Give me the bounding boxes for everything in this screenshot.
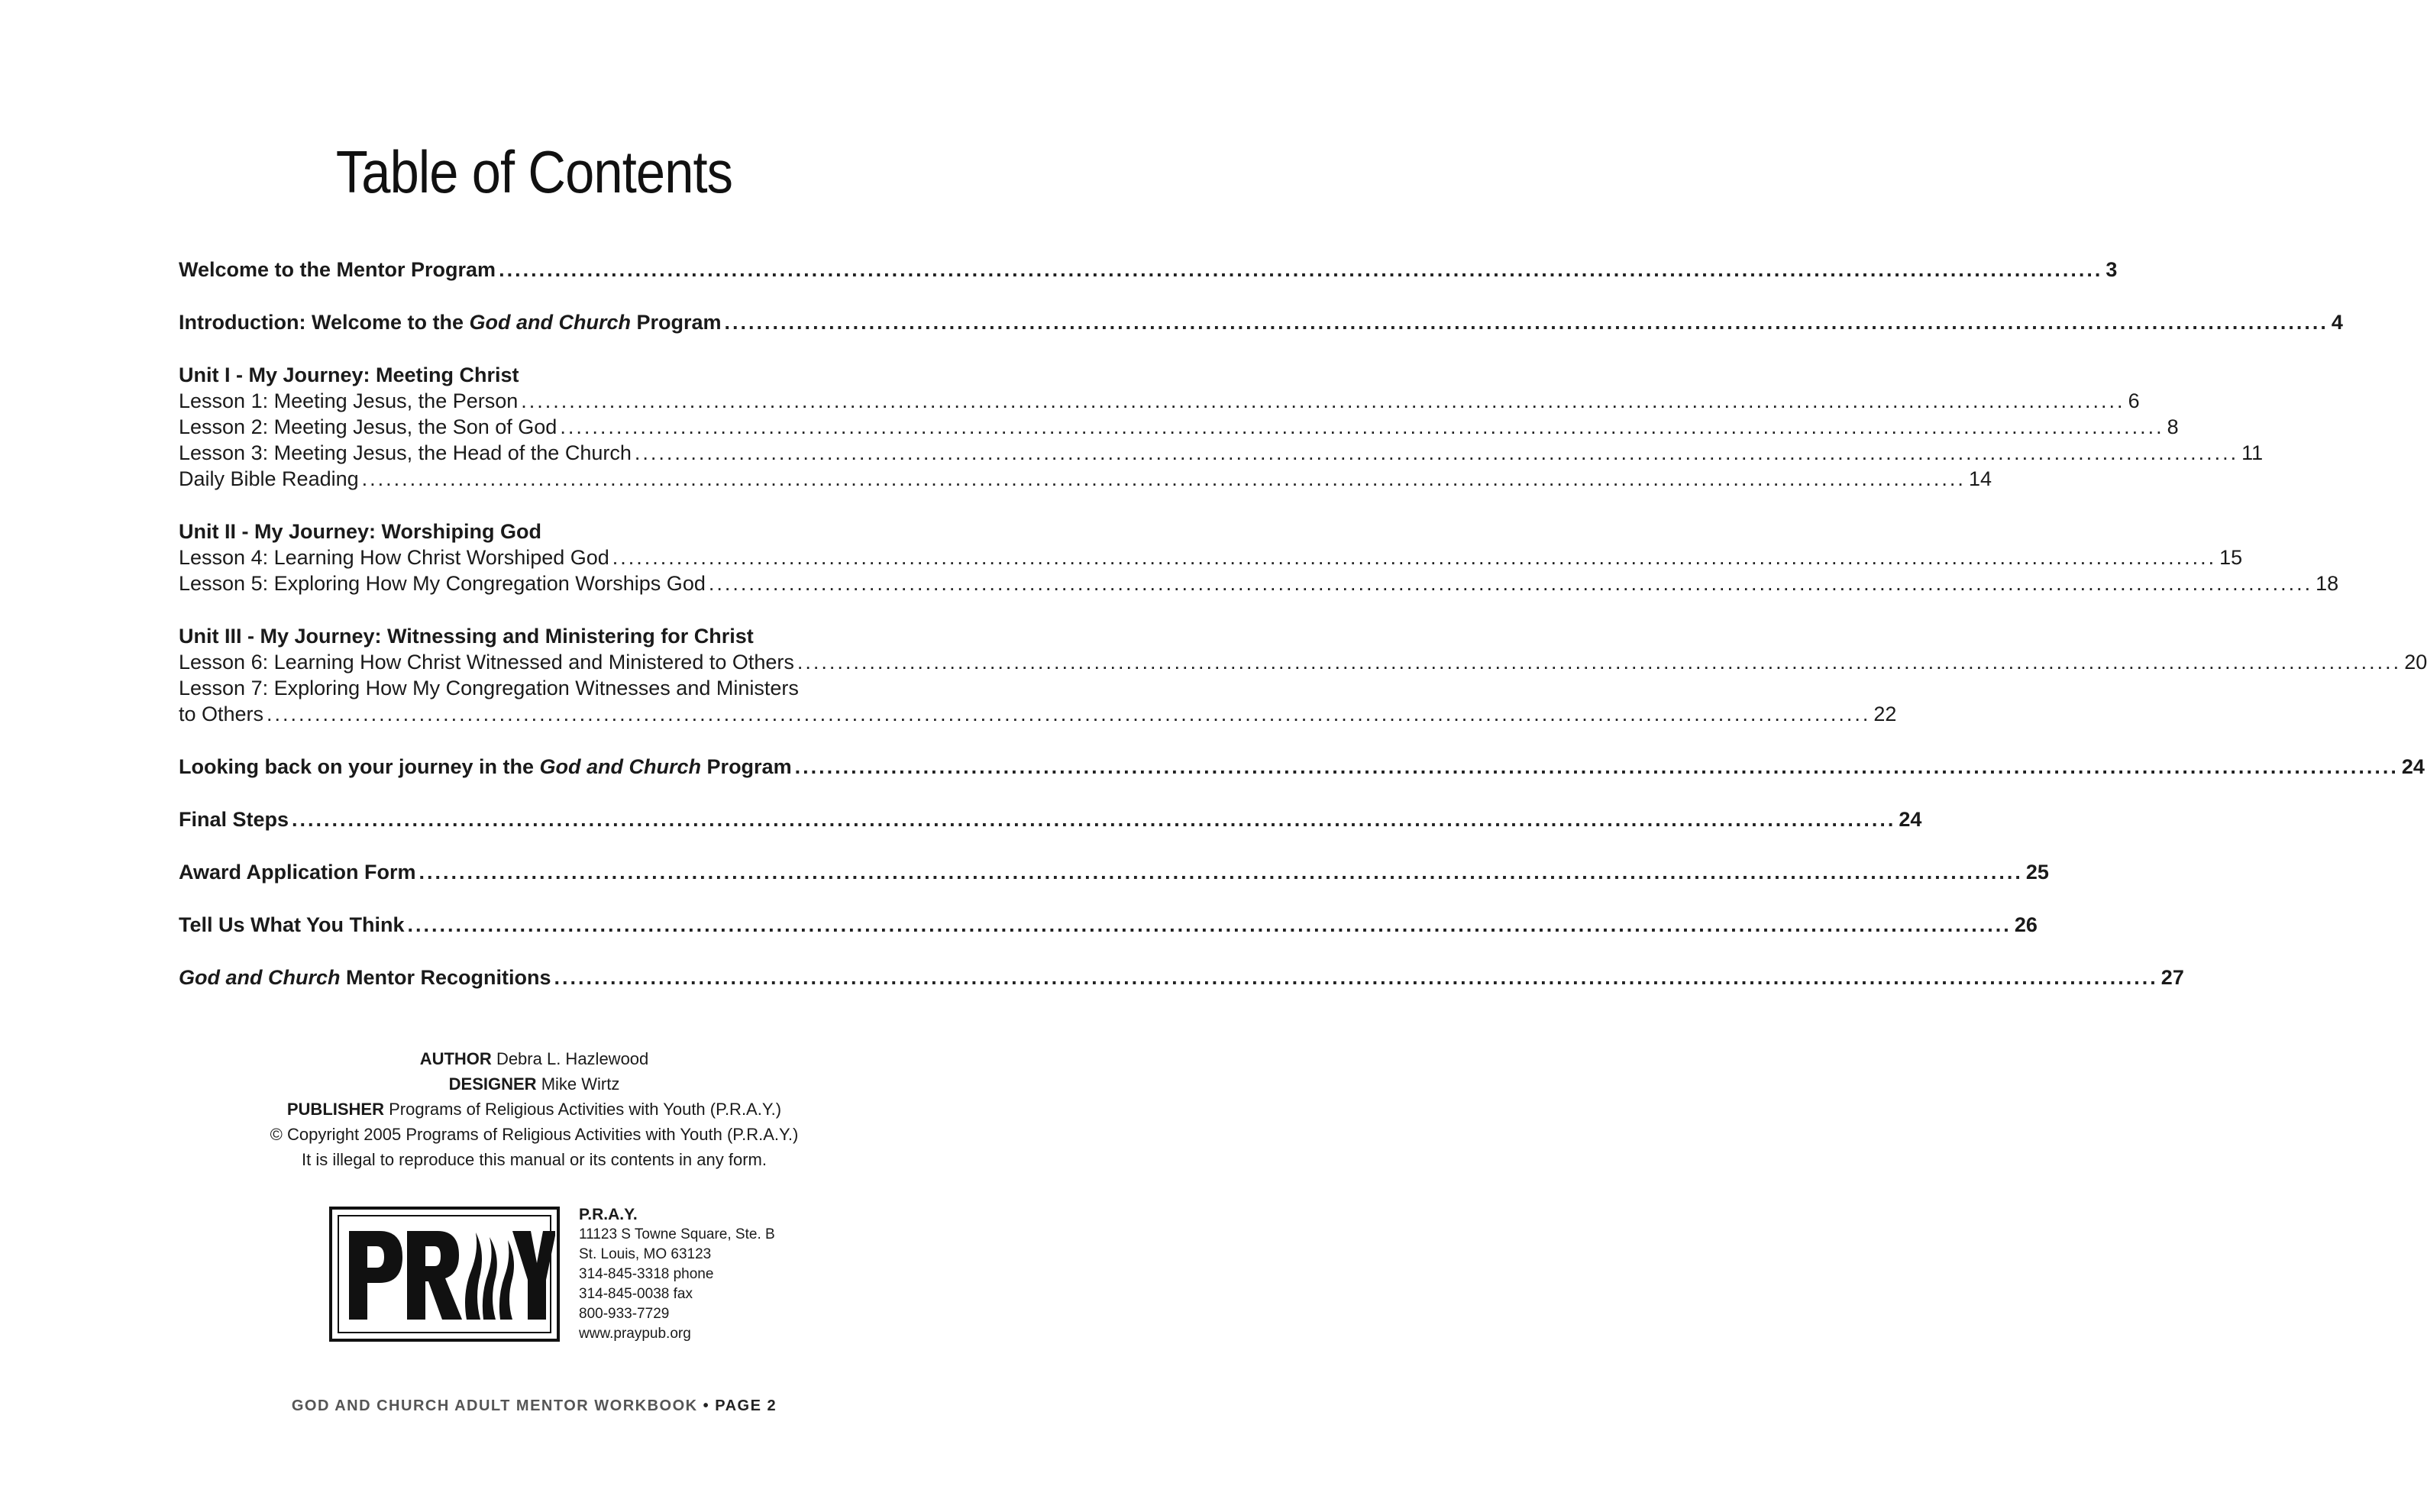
toll-free-number: 800-933-7729 — [579, 1306, 670, 1322]
pray-logo — [329, 1207, 560, 1342]
toc-entry-title: Looking back on your journey in the God and Church Program — [179, 755, 792, 778]
street-address: 11123 S Towne Square, Ste. B — [579, 1226, 775, 1242]
toc-page-number: 3 — [2105, 258, 2118, 281]
legal-notice: It is illegal to reproduce this manual or its contents in any form. — [302, 1150, 767, 1169]
publisher-address — [579, 1205, 775, 1344]
toc-page-number: 6 — [2128, 389, 2140, 412]
toc-entry-recognitions — [179, 964, 2184, 990]
toc-entry — [179, 544, 2243, 570]
unit-heading: Unit I - My Journey: Meeting Christ — [179, 363, 519, 386]
toc-page-number: 24 — [1899, 808, 1922, 831]
pray-logo-mark — [332, 1210, 557, 1339]
dot-leader: ........................................................................................................................................................................................................ — [560, 415, 2164, 438]
designer-line: DESIGNER Mike Wirtz — [448, 1074, 620, 1094]
toc-entry-title: to Others — [179, 703, 264, 725]
page-footer — [0, 1397, 1068, 1415]
dot-leader: ........................................................................................................................................................................................................ — [267, 703, 1871, 725]
unit-heading: Unit II - My Journey: Worshiping God — [179, 520, 541, 543]
toc-page-number: 14 — [1968, 467, 1992, 490]
toc-entry-title: Lesson 5: Exploring How My Congregation Worships God — [179, 572, 706, 595]
copyright-line: © Copyright 2005 Programs of Religious Activities with Youth (P.R.A.Y.) — [270, 1125, 799, 1144]
page-title: Table of Contents — [335, 138, 733, 205]
footer-book-title: GOD AND CHURCH ADULT MENTOR WORKBOOK — [291, 1397, 698, 1414]
dot-leader: ........................................................................................................................................................................................................ — [407, 913, 2012, 936]
toc-entry — [179, 701, 1897, 727]
table-of-contents — [179, 257, 2427, 990]
toc-page-number: 22 — [1873, 703, 1897, 725]
toc-entry-title: Tell Us What You Think — [179, 913, 405, 936]
toc-entry — [179, 388, 2140, 414]
toc-entry-introduction — [179, 309, 2343, 335]
footer-page-number: PAGE 2 — [715, 1397, 777, 1414]
fax-number: 314-845-0038 fax — [579, 1286, 693, 1302]
dot-leader: ........................................................................................................................................................................................................ — [708, 572, 2313, 595]
toc-entry-title: Final Steps — [179, 808, 289, 831]
toc-entry — [179, 649, 2427, 675]
toc-entry-looking-back — [179, 754, 2425, 780]
dot-leader: ........................................................................................................................................................................................................ — [634, 441, 2239, 464]
toc-entry — [179, 440, 2264, 466]
toc-entry-title: Welcome to the Mentor Program — [179, 258, 496, 281]
toc-page-number: 20 — [2404, 651, 2427, 674]
dot-leader: ........................................................................................................................................................................................................ — [724, 311, 2328, 334]
toc-page-number: 27 — [2160, 966, 2184, 989]
toc-entry-award-form — [179, 859, 2049, 885]
toc-page-number: 25 — [2025, 861, 2049, 884]
city-state-zip: St. Louis, MO 63123 — [579, 1246, 712, 1262]
dot-leader: ........................................................................................................................................................................................................ — [797, 651, 2402, 674]
publisher-line: PUBLISHER Programs of Religious Activities with Youth (P.R.A.Y.) — [286, 1100, 782, 1119]
toc-entry-title: God and Church Mentor Recognitions — [179, 966, 551, 989]
dot-leader: ........................................................................................................................................................................................................ — [554, 966, 2158, 989]
dot-leader: ........................................................................................................................................................................................................ — [794, 755, 2399, 778]
toc-entry — [179, 466, 1992, 492]
unit-heading: Unit III - My Journey: Witnessing and Ministering for Christ — [179, 625, 754, 648]
toc-entry-title: Award Application Form — [179, 861, 416, 884]
credits — [0, 1046, 1068, 1172]
toc-entry — [179, 414, 2179, 440]
footer-separator: • — [703, 1397, 710, 1414]
dot-leader: ........................................................................................................................................................................................................ — [292, 808, 1896, 831]
toc-entry-title: Lesson 4: Learning How Christ Worshiped God — [179, 546, 609, 569]
toc-page-number: 24 — [2401, 755, 2425, 778]
toc-entry — [179, 570, 2339, 596]
dot-leader: ........................................................................................................................................................................................................ — [419, 861, 2023, 884]
toc-entry-title: Lesson 2: Meeting Jesus, the Son of God — [179, 415, 557, 438]
toc-entry-title: Lesson 3: Meeting Jesus, the Head of the Church — [179, 441, 632, 464]
dot-leader: ........................................................................................................................................................................................................ — [361, 467, 1966, 490]
toc-entry-title: Lesson 6: Learning How Christ Witnessed and Ministered to Others — [179, 651, 794, 674]
dot-leader: ........................................................................................................................................................................................................ — [612, 546, 2217, 569]
toc-entry-welcome — [179, 257, 2118, 283]
phone-number: 314-845-3318 phone — [579, 1266, 714, 1282]
toc-entry-title: Daily Bible Reading — [179, 467, 359, 490]
toc-page-number: 11 — [2241, 441, 2264, 464]
toc-page-number: 15 — [2219, 546, 2243, 569]
website-link: www.praypub.org — [579, 1326, 691, 1342]
toc-entry-title: Lesson 7: Exploring How My Congregation Witnesses and Ministers — [179, 677, 799, 699]
toc-page-number: 26 — [2014, 913, 2038, 936]
toc-entry-title: Lesson 1: Meeting Jesus, the Person — [179, 389, 519, 412]
toc-entry-tell-us — [179, 912, 2038, 938]
dot-leader: ........................................................................................................................................................................................................ — [499, 258, 2103, 281]
toc-page-number: 8 — [2167, 415, 2179, 438]
author-line: AUTHOR Debra L. Hazlewood — [419, 1049, 649, 1068]
org-name: P.R.A.Y. — [579, 1206, 638, 1223]
toc-entry-title: Introduction: Welcome to the God and Church Program — [179, 311, 722, 334]
toc-page-number: 4 — [2331, 311, 2343, 334]
toc-page-number: 18 — [2316, 572, 2339, 595]
toc-entry-final-steps — [179, 806, 1922, 832]
dot-leader: ........................................................................................................................................................................................................ — [521, 389, 2125, 412]
